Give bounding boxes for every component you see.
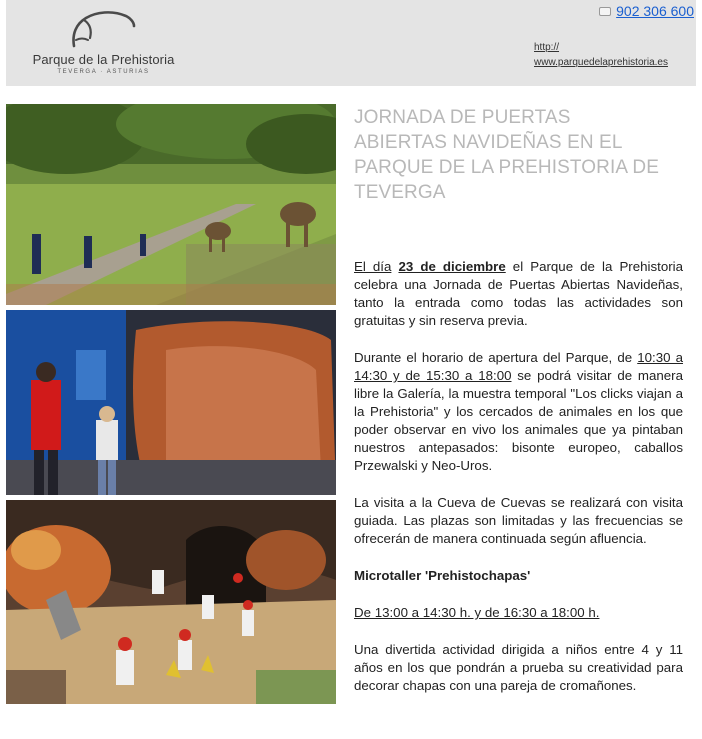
paragraph-hours: [354, 349, 683, 475]
photo-horses-field: [6, 104, 336, 305]
phone-link[interactable]: [599, 3, 694, 19]
header-banner: [6, 0, 696, 86]
phone-number[interactable]: 902 306 600: [616, 3, 694, 19]
intro-el-dia: El día: [354, 259, 392, 274]
intro-rest: el Parque de la Prehistoria celebra una Jornada de Puertas Abiertas Navideñas, tanto la entrada como todas las actividades son gratuitas y sin reserva previa.: [354, 259, 683, 328]
paragraph-workshop: Una divertida actividad dirigida a niños entre 4 y 11 años en los que pondrán a prueba su creatividad para decorar chapas con una pareja de cromañones.: [354, 642, 683, 693]
title-line: PARQUE DE LA PREHISTORIA DE: [354, 157, 660, 178]
website-link-line1[interactable]: http://: [534, 42, 560, 53]
logo-subtitle: TEVERGA · ASTURIAS: [57, 69, 150, 75]
logo-name: Parque de la Prehistoria: [32, 52, 175, 67]
hours-rest: se podrá visitar de manera libre la Galería, la muestra temporal "Los clicks viajan a la Prehistoria" y los cercados de animales en los que poder observar en vivo los animales que ya pintaban nuestros antepasados: bisonte europeo, caballos Przewalski y Neo-Uros.: [354, 368, 683, 473]
hours-range: 10:30 a 14:30 y de 15:30 a 18:00: [354, 350, 683, 383]
article-title: [354, 105, 683, 205]
phone-icon: [599, 7, 611, 16]
paragraph-cave-visit: La visita a la Cueva de Cuevas se realizará con visita guiada. Las plazas son limitadas y las frecuencias se ofrecerán de manera continuada según afluencia.: [354, 495, 683, 546]
logo-antler-icon: [68, 8, 138, 50]
website-link-line2[interactable]: www.parquedelaprehistoria.es: [534, 57, 668, 68]
hours-intro: Durante el horario de apertura del Parque, de: [354, 350, 638, 365]
title-line: TEVERGA: [354, 182, 446, 203]
website-link[interactable]: [534, 40, 694, 70]
photo-playmobil-diorama: [6, 500, 336, 704]
paragraph-intro: [354, 258, 683, 330]
title-line: JORNADA DE PUERTAS: [354, 107, 571, 128]
article-content: [354, 105, 683, 695]
workshop-title: Microtaller 'Prehistochapas': [354, 568, 531, 583]
workshop-hours: De 13:00 a 14:30 h. y de 16:30 a 18:00 h.: [354, 605, 600, 620]
photo-cave-gallery: [6, 310, 336, 495]
title-line: ABIERTAS NAVIDEÑAS EN EL: [354, 132, 623, 153]
intro-date: 23 de diciembre: [398, 259, 506, 274]
